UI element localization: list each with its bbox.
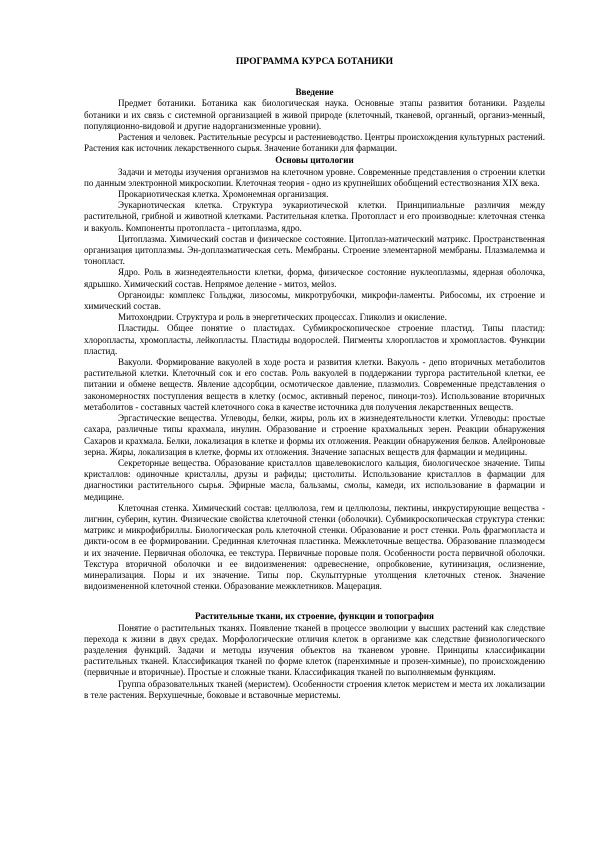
paragraph: Эргастические вещества. Углеводы, белки, жиры, роль их в жизнедеятельности клетки. Углеводы: простые сахара, различные типы крахмала, инулин. Образование и строение крахмальных зерен. Реакции обнаружения Сахаров и крахмала. Белки, локализация в клетке и формы их отложения. Реакции обнаружения белков. Алейроновые зерна. Жиры, локализация в клетке, формы их отложения. Значение запасных веществ для фармации и медицины. — [84, 413, 545, 457]
document-title: ПРОГРАММА КУРСА БОТАНИКИ — [235, 56, 394, 67]
paragraph: Вакуоли. Формирование вакуолей в ходе роста и развития клетки. Вакуоль - депо вторичных метаболитов растительной клетки. Клеточный сок и его состав. Роль вакуолей в поддержании тургора растительной клетки, ее питании и обмене веществ. Явление адсорбции, осмотическое давление, плазмолиз. Современные представления о закономерностях поступления веществ в клетку (осмос, активный перенос, пиноци-тоз). Использование вторичных метаболитов - составных частей клеточного сока в качестве источника для получения лекарственных веществ. — [84, 357, 545, 412]
section-heading-plant-tissues: Растительные ткани, их строение, функции и топография — [195, 611, 434, 622]
section-heading-introduction: Введение — [295, 87, 334, 98]
paragraph: Прокариотическая клетка. Хромонемная организация. — [118, 189, 329, 200]
paragraph: Пластиды. Общее понятие о пластидах. Субмикроскопическое строение пластид. Типы пластид: хлоропласты, хромопласты, лейкопласты. Пластиды водорослей. Пигменты хлоропластов и хромопластов. Функции пластид. — [84, 323, 545, 356]
paragraph: Растения и человек. Растительные ресурсы и растениеводство. Центры происхождения культурных растений. Растения как источник лекарственного сырья. Значение ботаники для фармации. — [84, 132, 545, 154]
paragraph: Понятие о растительных тканях. Появление тканей в процессе эволюции у высших растений как следствие перехода к жизни в двух средах. Морфологические отличия клеток в организме как следствие физиологического разделения функций. Задачи и методы изучения объектов на тканевом уровне. Принципы классификации растительных тканей. Классификация тканей по форме клеток (паренхимные и прозен-химные), по происхождению (первичные и вторичные). Простые и сложные ткани. Классификация тканей по выполняемым функциям. — [84, 622, 545, 678]
section-heading-cytology: Основы цитологии — [275, 155, 354, 166]
paragraph: Ядро. Роль в жизнедеятельности клетки, форма, физическое состояние нуклеоплазмы, ядерная оболочка, ядрышко. Химический состав. Непрямое деление - митоз, мейоз. — [84, 267, 545, 289]
paragraph: Группа образовательных тканей (меристем). Особенности строения клеток меристем и места их локализации в теле растения. Верхушечные, боковые и вставочные меристемы. — [84, 678, 545, 700]
paragraph: Цитоплазма. Химический состав и физическое состояние. Цитоплаз-матический матрикс. Пространственная организация цитоплазмы. Эн-доплазматическая сеть. Мембраны. Строение элементарной мембраны. Плазмалемма и тонопласт. — [84, 233, 545, 267]
document-body — [84, 56, 545, 701]
paragraph: Митохондрии. Структура и роль в энергетических процессах. Гликолиз и окисление. — [118, 312, 447, 323]
paragraph: Органоиды: комплекс Гольджи, лизосомы, микротрубочки, микрофи-ламенты. Рибосомы, их строение и химический состав. — [84, 289, 545, 312]
paragraph: Эукариотическая клетка. Структура эукариотической клетки. Принципиальные различия между растительной, грибной и животной клетками. Растительная клетка. Протопласт и его производные: клеточная стенка и вакуоль. Компоненты протопласта - цитоплазма, ядро. — [84, 200, 545, 233]
paragraph: Секреторные вещества. Образование кристаллов щавелевокислого кальция, биологическое значение. Типы кристаллов: одиночные кристаллы, друзы и рафиды; цистолиты. Использование кристаллов в фармации для диагностики растительного сырья. Эфирные масла, бальзамы, смолы, камеди, их использование в фармации и медицине. — [84, 457, 545, 502]
paragraph: Предмет ботаники. Ботаника как биологическая наука. Основные этапы развития ботаники. Разделы ботаники и их связь с системной организацией в живой природе (клеточный, тканевой, органный, организ-менный, популяционно-видовой и другие надорганизменные уровни). — [84, 98, 545, 131]
paragraph: Клеточная стенка. Химический состав: целлюлоза, гем и целлюлозы, пектины, инкрустирующие вещества - лигнин, суберин, кутин. Физические свойства клеточной стенки (оболочки). Субмикроскопическая структура стенки: матрикс и микрофибриллы. Биологическая роль клеточной стенки. Образование и рост стенки. Роль фрагмопласта и дикти-осом в ее формировании. Срединная клеточная пластинка. Межклеточные вещества. Образование плазмодесм и их значение. Первичная оболочка, ее текстура. Первичные поровые поля. Особенности роста первичной оболочки. Текстура вторичной оболочки и ее видоизменения: одревеснение, опробковение, кутинизация, ослизнение, минерализация. Поры и их значение. Типы пор. Скульптурные утолщения клеточных стенок. Значение видоизмененной клеточной стенки. Образование межклетников. Мацерация. — [84, 502, 545, 592]
paragraph: Задачи и методы изучения организмов на клеточном уровне. Современные представления о строении клетки по данным электронной микроскопии. Клеточная теория - одно из крупнейших обобщений естествознания XIX века. — [84, 166, 545, 188]
